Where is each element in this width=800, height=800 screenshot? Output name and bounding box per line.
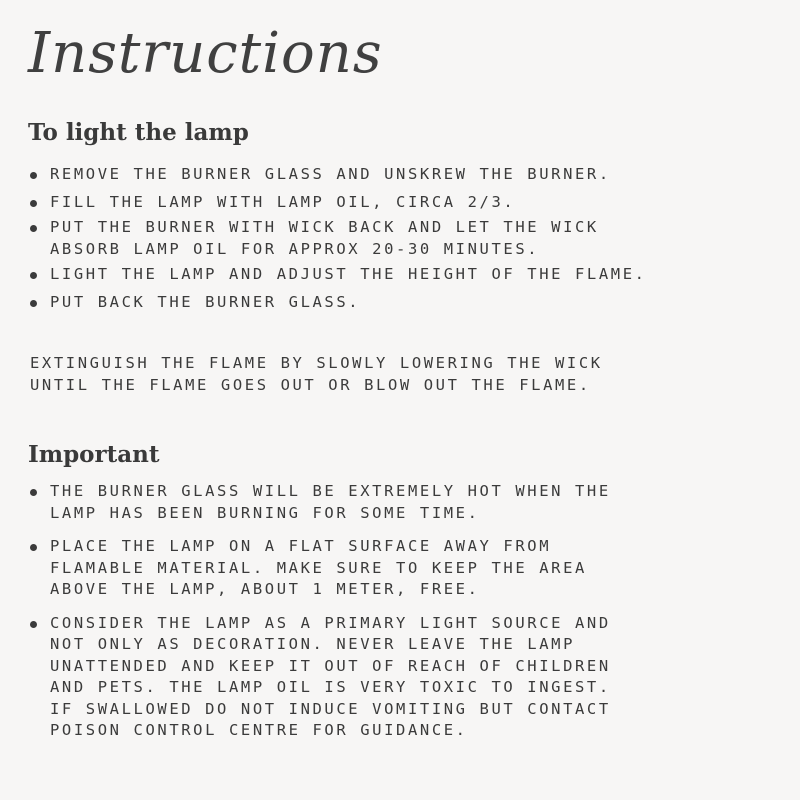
bullet-icon (30, 200, 37, 207)
list-item-text: PUT THE BURNER WITH WICK BACK AND LET THE WICK ABSORB LAMP OIL FOR APPROX 20-30 MINUTES. (50, 218, 599, 258)
list-item-text: THE BURNER GLASS WILL BE EXTREMELY HOT WHEN THE LAMP HAS BEEN BURNING FOR SOME TIME. (50, 482, 611, 522)
bullet-icon (30, 489, 37, 496)
list-item-text: REMOVE THE BURNER GLASS AND UNSKREW THE BURNER. (50, 165, 611, 183)
important-notes-list (28, 481, 788, 754)
list-item-text: PLACE THE LAMP ON A FLAT SURFACE AWAY FROM FLAMABLE MATERIAL. MAKE SURE TO KEEP THE AREA ABOVE THE LAMP, ABOUT 1 METER, FREE. (50, 537, 587, 598)
list-item (28, 292, 788, 314)
list-item-text: PUT BACK THE BURNER GLASS. (50, 292, 361, 311)
list-item (28, 613, 788, 742)
list-item (28, 164, 788, 186)
section-heading-important: Important (28, 441, 160, 468)
page-title: Instructions (28, 21, 383, 86)
bullet-icon (30, 544, 37, 551)
lighting-steps-list (28, 164, 788, 319)
extinguish-note: EXTINGUISH THE FLAME BY SLOWLY LOWERING THE WICK UNTIL THE FLAME GOES OUT OR BLOW OUT THE FLAME. (30, 354, 603, 394)
list-item-text: CONSIDER THE LAMP AS A PRIMARY LIGHT SOURCE AND NOT ONLY AS DECORATION. NEVER LEAVE THE LAMP UNATTENDED AND KEEP IT OUT OF REACH OF CHILDREN AND PETS. THE LAMP OIL IS VERY TOXIC TO INGEST. IF SWALLOWED DO NOT INDUCE VOMITING BUT CONTACT POISON CONTROL CENTRE FOR GUIDANCE. (50, 613, 611, 739)
bullet-icon (30, 300, 37, 307)
bullet-icon (30, 621, 37, 628)
bullet-icon (30, 172, 37, 179)
list-item (28, 192, 788, 214)
list-item (28, 536, 788, 601)
list-item (28, 481, 788, 524)
list-item-text: FILL THE LAMP WITH LAMP OIL, CIRCA 2/3. (50, 192, 516, 211)
bullet-icon (30, 225, 37, 232)
bullet-icon (30, 272, 37, 279)
section-heading-light-lamp: To light the lamp (28, 119, 249, 146)
list-item-text: LIGHT THE LAMP AND ADJUST THE HEIGHT OF THE FLAME. (50, 265, 647, 283)
list-item (28, 264, 788, 286)
list-item (28, 217, 788, 260)
